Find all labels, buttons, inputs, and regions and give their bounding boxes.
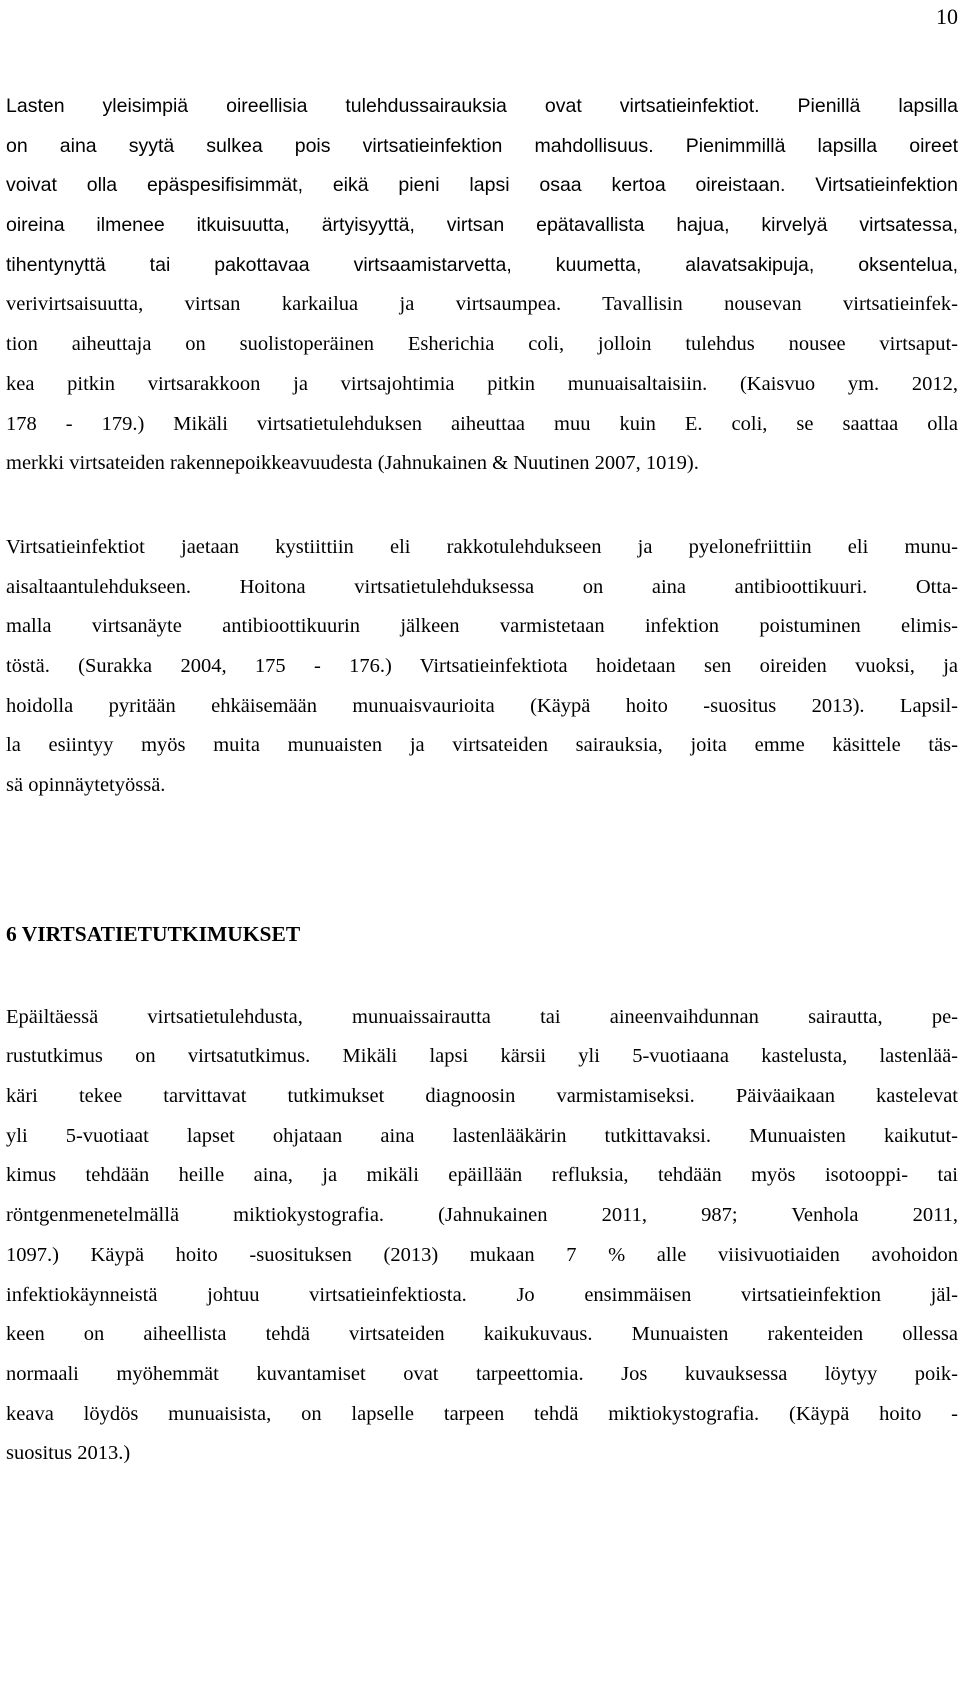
text-line: käri tekee tarvittavat tutkimukset diagnoosin varmistamiseksi. Päiväaikaan kastelevat <box>6 1085 958 1108</box>
text-line: hoidolla pyritään ehkäisemään munuaisvaurioita (Käypä hoito -suositus 2013). Lapsil- <box>6 694 958 717</box>
section-spacer <box>6 806 958 914</box>
text-line: sä opinnäytetyössä. <box>6 774 166 796</box>
text-line: kimus tehdään heille aina, ja mikäli epäillään refluksia, tehdään myös isotooppi- tai <box>6 1164 958 1187</box>
paragraph-urine-tests <box>6 998 958 1474</box>
text-line: 1097.) Käypä hoito -suosituksen (2013) mukaan 7 % alle viisivuotiaiden avohoidon <box>6 1243 958 1266</box>
section-heading: 6 VIRTSATIETUTKIMUKSET <box>6 921 301 946</box>
text-line: tihentynyttä tai pakottavaa virtsaamistarvetta, kuumetta, alavatsakipuja, oksentelua, <box>6 253 958 276</box>
text-line: kea pitkin virtsarakkoon ja virtsajohtimia pitkin munuaisaltaisiin. (Kaisvuo ym. 2012, <box>6 372 958 395</box>
text-line: infektiokäynneistä johtuu virtsatieinfektiosta. Jo ensimmäisen virtsatieinfektion jäl- <box>6 1283 958 1306</box>
text-line: röntgenmenetelmällä miktiokystografia. (Jahnukainen 2011, 987; Venhola 2011, <box>6 1204 958 1227</box>
text-line: normaali myöhemmät kuvantamiset ovat tarpeettomia. Jos kuvauksessa löytyy poik- <box>6 1362 958 1385</box>
text-line: keen on aiheellista tehdä virtsateiden kaikukuvaus. Munuaisten rakenteiden ollessa <box>6 1323 958 1346</box>
text-line: rustutkimus on virtsatutkimus. Mikäli lapsi kärsii yli 5-vuotiaana kastelusta, lastenlää- <box>6 1045 958 1068</box>
text-line: tion aiheuttaja on suolistoperäinen Esherichia coli, jolloin tulehdus nousee virtsaput- <box>6 333 958 356</box>
text-line: voivat olla epäspesifisimmät, eikä pieni lapsi osaa kertoa oireistaan. Virtsatieinfektion <box>6 174 958 197</box>
text-line: verivirtsaisuutta, virtsan karkailua ja virtsaumpea. Tavallisin nousevan virtsatieinfek- <box>6 293 958 316</box>
text-line: malla virtsanäyte antibioottikuurin jälkeen varmistetaan infektion poistuminen elimis- <box>6 615 958 638</box>
text-line: Epäiltäessä virtsatietulehdusta, munuaissairautta tai aineenvaihdunnan sairautta, pe- <box>6 1005 958 1028</box>
text-line: la esiintyy myös muita munuaisten ja virtsateiden sairauksia, joita emme käsittele täs- <box>6 734 958 757</box>
text-line: aisaltaantulehdukseen. Hoitona virtsatietulehduksessa on aina antibioottikuuri. Otta- <box>6 575 958 598</box>
document-body <box>6 87 958 1474</box>
text-line: oireina ilmenee itkuisuutta, ärtyisyyttä, virtsan epätavallista hajua, kirvelyä virtsatessa, <box>6 214 958 237</box>
text-line: merkki virtsateiden rakennepoikkeavuudesta (Jahnukainen & Nuutinen 2007, 1019). <box>6 452 699 475</box>
text-line: suositus 2013.) <box>6 1442 131 1465</box>
text-line: on aina syytä sulkea pois virtsatieinfektion mahdollisuus. Pienimmillä lapsilla oireet <box>6 134 958 157</box>
text-line: keava löydös munuaisista, on lapselle tarpeen tehdä miktiokystografia. (Käypä hoito - <box>6 1402 958 1425</box>
heading-spacer <box>6 954 958 998</box>
paragraph-uti-classification <box>6 528 958 806</box>
text-line: Lasten yleisimpiä oireellisia tulehdussairauksia ovat virtsatieinfektiot. Pienillä lapsilla <box>6 95 958 117</box>
text-line: Virtsatieinfektiot jaetaan kystiittiin eli rakkotulehdukseen ja pyelonefriittiin eli munu- <box>6 535 958 558</box>
text-line: yli 5-vuotiaat lapset ohjataan aina lastenlääkärin tutkittavaksi. Munuaisten kaikutut- <box>6 1124 958 1147</box>
paragraph-uti-symptoms <box>6 87 958 484</box>
text-line: 178 - 179.) Mikäli virtsatietulehduksen aiheuttaa muu kuin E. coli, se saattaa olla <box>6 412 958 435</box>
page-number: 10 <box>936 4 958 29</box>
paragraph-spacer <box>6 484 958 528</box>
text-line: töstä. (Surakka 2004, 175 - 176.) Virtsatieinfektiota hoidetaan sen oireiden vuoksi, ja <box>6 654 958 677</box>
